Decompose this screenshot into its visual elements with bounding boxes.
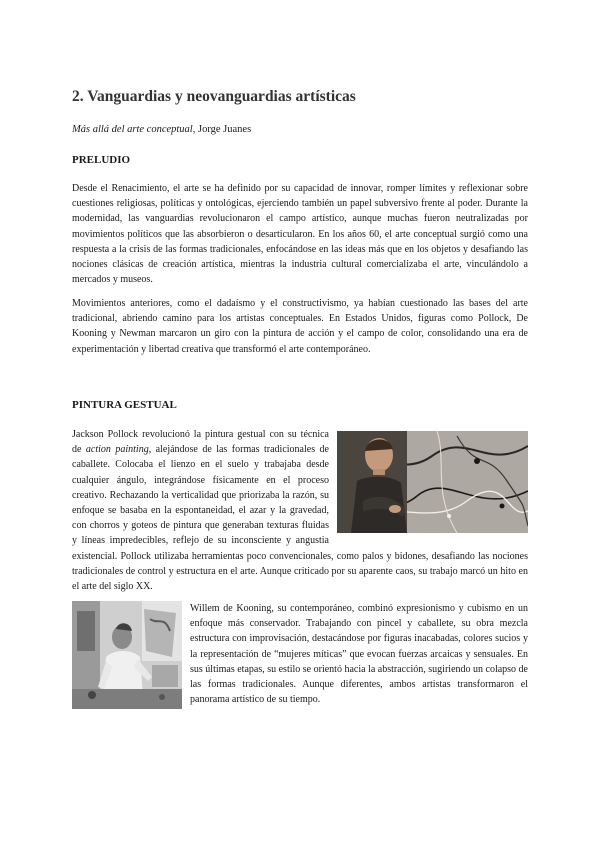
subtitle-author: , Jorge Juanes	[192, 124, 252, 135]
pollock-painting-image	[337, 431, 528, 533]
pollock-text-intro: Jackson Pollock revolucionó la pintura gestual con su técnica de	[72, 429, 329, 456]
section-heading-pintura-gestual: PINTURA GESTUAL	[72, 399, 177, 411]
de-kooning-text: Willem de Kooning, su contemporáneo, combinó expresionismo y cubismo en un enfoque más conservador. Trabajando con pincel y caballete, su obra mezcla estructura con improvisación, destacándose por figuras inacabadas, colores sucios y la representación de “mujeres míticas” que evocan fuerzas arcaicas y sensuales. En sus últimas etapas, su estilo se orientó hacia la abstracción, sugiriendo un colapso de las formas tradicionales. Aunque diferentes, ambos artistas transformaron el panorama artístico de su tiempo.	[190, 603, 528, 706]
preludio-paragraph-2: Movimientos anteriores, como el dadaísmo y el constructivismo, ya habían cuestionado las bases del arte tradicional, abriendo camino para los artistas conceptuales. En Estados Unidos, figuras como Pollock, De Kooning y Newman marcaron un giro con la pintura de acción y el campo de color, consolidando una era de experimentación y libertad creativa que transformó el arte contemporáneo.	[72, 298, 528, 355]
pintura-paragraph-1	[72, 427, 528, 594]
pintura-paragraph-2	[72, 601, 528, 713]
preludio-paragraph-1: Desde el Renacimiento, el arte se ha definido por su capacidad de innovar, romper límites y reflexionar sobre cuestiones religiosas, políticas y ontológicas, ejerciendo también un papel subversivo frente al poder. Durante la modernidad, las vanguardias revolucionaron el campo artístico, aunque muchas fueron neutralizadas por movimientos políticos que las absorbieron o desarticularon. En los años 60, el arte conceptual surgió como una respuesta a la crisis de las formas tradicionales, enfocándose en las ideas más que en los objetos y desafiando las nociones clásicas de creación artística, mientras la industria cultural comercializaba el arte, vinculándolo a mercados y museos.	[72, 183, 528, 286]
document-title: 2. Vanguardias y neovanguardias artísticas	[72, 88, 356, 105]
subtitle-work-title: Más allá del arte conceptual	[72, 124, 193, 135]
de-kooning-photo	[72, 601, 182, 709]
pollock-photo	[337, 431, 528, 533]
pollock-text-body: , alejándose de las formas tradicionales de caballete. Colocaba el lienzo en el suelo y trabajaba desde cualquier ángulo, integrándose físicamente en el proceso creativo. Rechazando la verticalidad que priorizaba la razón, su enfoque se basaba en la espontaneidad, el azar y la gravedad, con chorros y goteos de pintura que generaban texturas fluidas y líneas impredecibles, reflejo de su inconsciente y angustia existencial. Pollock utilizaba herramientas poco convencionales, como palos y bidones, desafiando las nociones tradicionales de control y estructura en el arte. Aunque criticado por su aparente caos, su trabajo marcó un hito en el arte del siglo XX.	[72, 444, 528, 593]
document-subtitle	[72, 124, 251, 135]
action-painting-term: action painting	[85, 444, 149, 456]
de-kooning-studio-image	[72, 601, 182, 709]
section-heading-preludio: PRELUDIO	[72, 154, 131, 166]
